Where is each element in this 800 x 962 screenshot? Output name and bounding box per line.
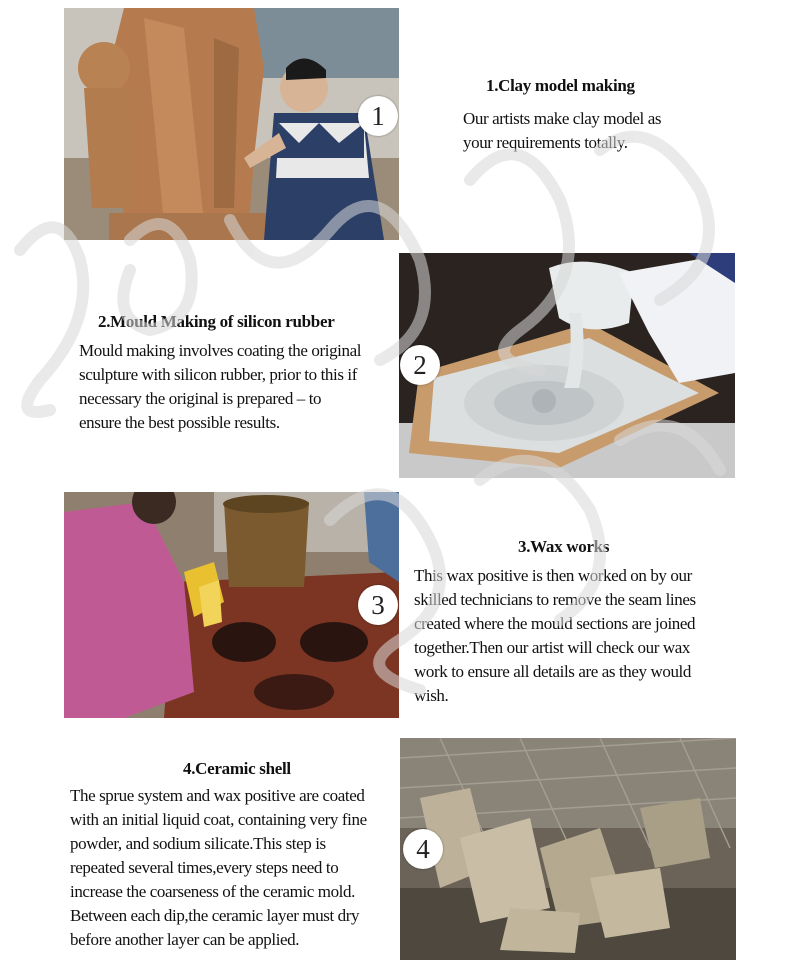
step-1-line: your requirements totally. [463, 133, 628, 152]
step-3-line: This wax positive is then worked on by our [414, 566, 692, 585]
step-2-line: sculpture with silicon rubber, prior to this if [79, 365, 357, 384]
step-4-line: before another layer can be applied. [70, 930, 300, 949]
step-4-line: The sprue system and wax positive are coated [70, 786, 365, 805]
step-1-title: 1.Clay model making [486, 76, 635, 95]
step-2-line: Mould making involves coating the original [79, 341, 362, 360]
step-3-description [414, 564, 754, 708]
step-4-line: increase the coarseness of the ceramic mold. [70, 882, 355, 901]
step-3-title: 3.Wax works [518, 537, 610, 556]
step-1-description [463, 107, 783, 155]
step-3-line: wish. [414, 686, 449, 705]
silicon-rubber-mould-photo [399, 253, 735, 478]
step-4-number-badge: 4 [403, 829, 443, 869]
step-4-description [70, 784, 405, 952]
step-3-line: skilled technicians to remove the seam lines [414, 590, 696, 609]
step-1-line: Our artists make clay model as [463, 109, 662, 128]
wax-works-photo [64, 492, 399, 718]
step-4-line: with an initial liquid coat, containing very fine [70, 810, 367, 829]
step-4-line: Between each dip,the ceramic layer must dry [70, 906, 360, 925]
step-3-number-badge: 3 [358, 585, 398, 625]
step-4-line: repeated several times,every steps need to [70, 858, 339, 877]
clay-model-photo [64, 8, 399, 240]
step-1-number-badge: 1 [358, 96, 398, 136]
step-2-line: ensure the best possible results. [79, 413, 280, 432]
ceramic-shell-photo [400, 738, 736, 960]
step-4-line: powder, and sodium silicate.This step is [70, 834, 326, 853]
step-2-number-badge: 2 [400, 345, 440, 385]
step-2-line: necessary the original is prepared – to [79, 389, 322, 408]
step-4-title: 4.Ceramic shell [183, 759, 291, 778]
step-2-title: 2.Mould Making of silicon rubber [98, 312, 335, 331]
step-3-line: work to ensure all details are as they would [414, 662, 691, 681]
step-3-line: created where the mould sections are joined [414, 614, 696, 633]
step-3-line: together.Then our artist will check our wax [414, 638, 690, 657]
step-2-description [79, 339, 409, 435]
